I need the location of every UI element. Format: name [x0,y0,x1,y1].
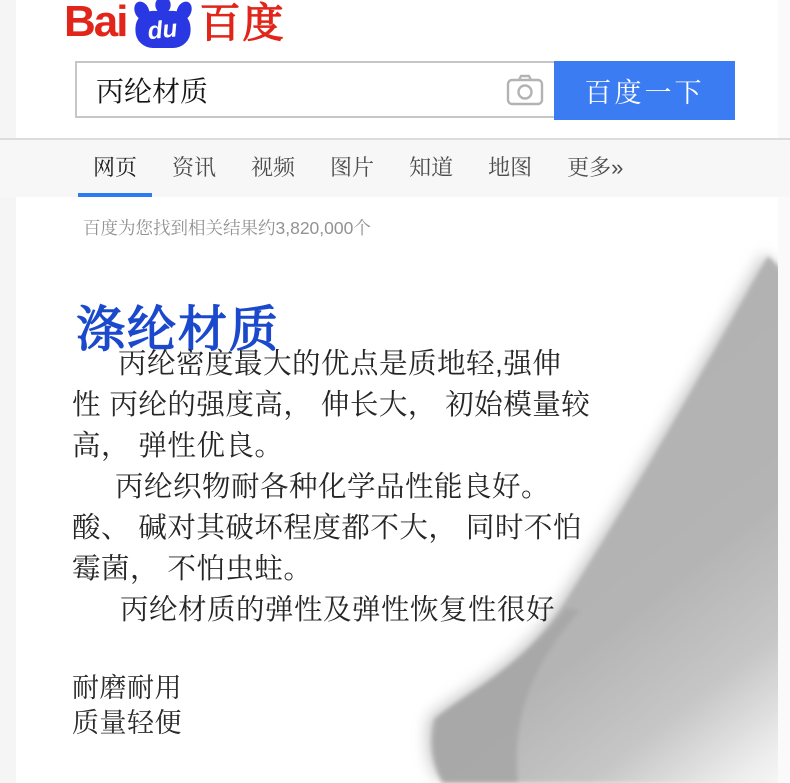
body-line: 丙纶密度最大的优点是质地轻,强伸 [118,348,562,380]
camera-icon [506,74,544,106]
tab-news[interactable]: 资讯 [172,155,217,180]
camera-search-button[interactable] [502,65,548,115]
result-body-text [72,344,632,631]
search-input[interactable] [77,65,502,115]
result-title-link[interactable]: 涤纶材质 [76,302,281,357]
logo-text-du: du [146,15,180,46]
tab-more[interactable]: 更多» [567,155,624,180]
left-edge-gutter [0,0,16,783]
tab-images[interactable]: 图片 [330,155,375,180]
feature-line: 耐磨耐用 [72,673,182,703]
baidu-paw-icon [130,0,196,48]
baidu-search-button[interactable]: 百度一下 [554,61,735,120]
feature-line: 质量轻便 [72,708,182,738]
body-line: 霉菌， 不怕虫蛀。 [72,553,313,585]
tab-video[interactable]: 视频 [251,155,296,180]
logo-text-cn: 百度 [199,0,286,46]
search-tab-bar [0,138,790,197]
tab-maps[interactable]: 地图 [488,155,533,180]
tab-web[interactable]: 网页 [78,140,152,197]
body-line: 性 丙纶的强度高， 伸长大， 初始模量较 [72,389,591,421]
body-line: 高， 弹性优良。 [72,430,284,462]
search-box [75,61,554,118]
results-count: 百度为您找到相关结果约3,820,000个 [83,218,371,238]
body-line: 酸、 碱对其破坏程度都不大， 同时不怕 [72,512,582,544]
result-feature-list [72,671,182,741]
body-line: 丙纶织物耐各种化学品性能良好。 [115,471,551,503]
baidu-logo[interactable] [64,0,285,46]
right-edge-gutter [778,0,790,783]
logo-text-bai: Bai [64,0,127,46]
body-line: 丙纶材质的弹性及弹性恢复性很好 [120,594,556,626]
tab-zhidao[interactable]: 知道 [409,155,454,180]
